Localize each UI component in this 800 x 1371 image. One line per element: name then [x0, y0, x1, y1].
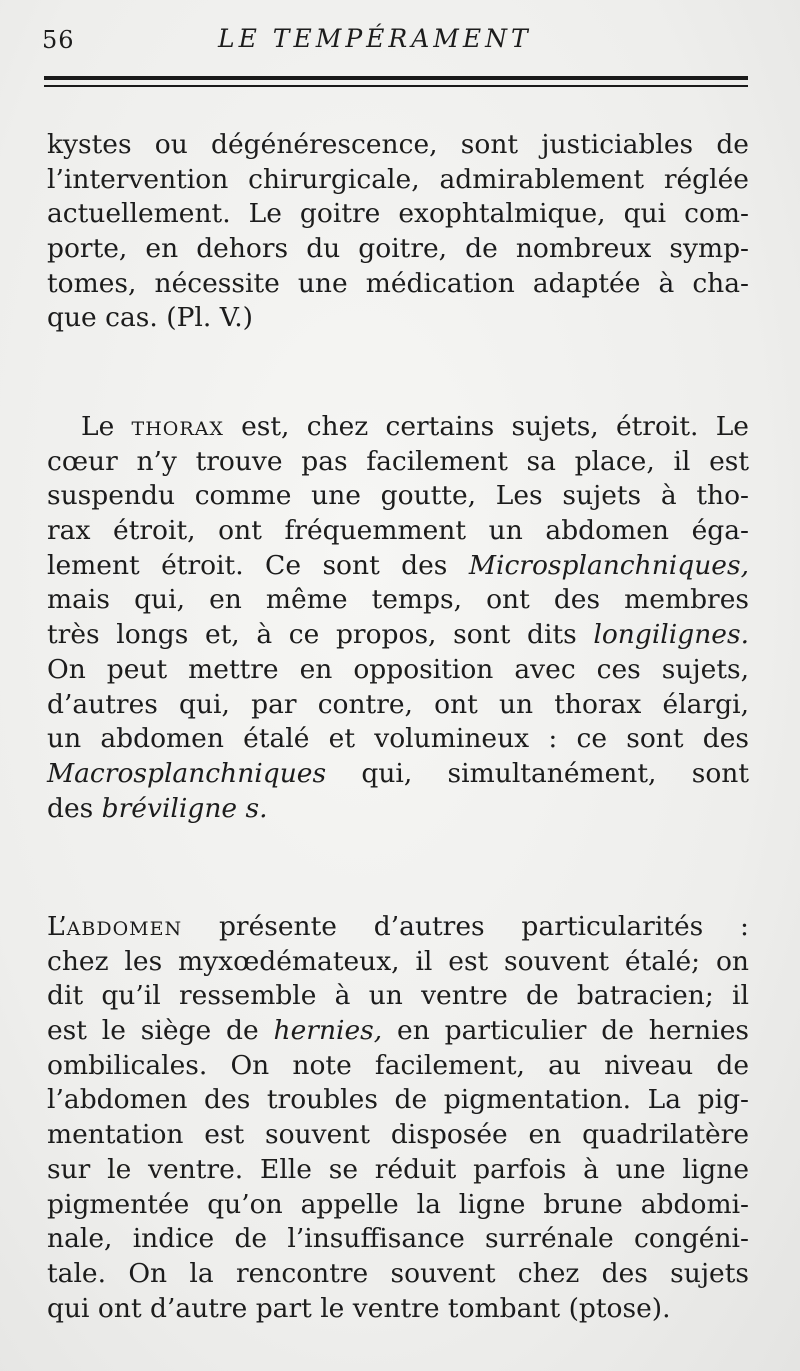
text-segment: en particulier de hernies — [382, 1015, 749, 1047]
text-segment: très longs et, à ce propos, sont dits — [47, 619, 594, 651]
text-segment: l’abdomen des troubles de pigmentation. La pig- — [47, 1084, 749, 1116]
text-line — [47, 163, 749, 198]
text-segment: chez les myxœdémateux, il est souvent étalé; on — [47, 945, 749, 977]
header-rule-thin — [44, 85, 748, 87]
text-line — [47, 910, 749, 945]
header-rule-thick — [44, 76, 748, 80]
text-line — [47, 653, 749, 688]
text-segment: un abdomen étalé et volumineux : ce sont des — [47, 723, 749, 755]
text-line — [47, 410, 749, 445]
text-segment: On peut mettre en opposition avec ces sujets, — [47, 653, 749, 685]
small-caps-term: abdomen — [66, 911, 183, 942]
text-line — [47, 1257, 749, 1292]
text-segment: L’ — [47, 911, 67, 942]
small-caps-term: thorax — [131, 411, 224, 442]
paragraph-abdomen — [47, 910, 749, 1326]
text-segment: qui, simultanément, sont — [326, 757, 749, 789]
text-line — [47, 1083, 749, 1118]
text-segment: que cas. (Pl. V.) — [47, 302, 253, 334]
text-segment: dit qu’il ressemble à un ventre de batracien; il — [47, 980, 749, 1012]
text-line — [47, 1049, 749, 1084]
text-line — [47, 514, 749, 549]
text-segment: l’intervention chirurgicale, admirablement réglée — [47, 163, 749, 195]
text-segment: est, chez certains sujets, étroit. Le — [223, 411, 749, 442]
paragraph-thorax — [47, 410, 749, 826]
text-line — [47, 1292, 749, 1327]
text-line — [47, 792, 749, 827]
italic-term: longilignes. — [593, 619, 749, 651]
text-segment: porte, en dehors du goitre, de nombreux symp- — [47, 233, 749, 265]
text-segment: mais qui, en même temps, ont des membres — [47, 584, 749, 616]
text-line — [47, 1222, 749, 1257]
text-line — [47, 479, 749, 514]
italic-term: hernies, — [273, 1015, 383, 1047]
running-title: LE TEMPÉRAMENT — [218, 24, 532, 53]
text-segment: actuellement. Le goitre exophtalmique, qui com- — [47, 198, 749, 230]
text-segment: mentation est souvent disposée en quadrilatère — [47, 1119, 749, 1151]
text-segment: des — [47, 792, 102, 824]
text-line — [47, 757, 749, 792]
text-line — [47, 618, 749, 653]
italic-term: Microsplanchniques, — [468, 549, 749, 581]
page-number: 56 — [42, 26, 75, 54]
text-segment: tale. On la rencontre souvent chez des sujets — [47, 1257, 749, 1289]
text-line — [47, 1153, 749, 1188]
text-line — [47, 445, 749, 480]
text-line — [47, 267, 749, 302]
text-segment: présente d’autres particularités : — [182, 911, 749, 942]
text-segment: d’autres qui, par contre, ont un thorax élargi, — [47, 688, 749, 720]
text-segment: ombilicales. On note facilement, au niveau de — [47, 1049, 749, 1081]
text-line — [47, 197, 749, 232]
text-line — [47, 549, 749, 584]
text-line — [47, 688, 749, 723]
text-segment: sur le ventre. Elle se réduit parfois à une ligne — [47, 1153, 749, 1185]
text-segment: kystes ou dégénérescence, sont justiciables de — [47, 129, 749, 160]
italic-term: Macrosplanchniques — [47, 757, 327, 789]
text-line — [47, 583, 749, 618]
text-segment: cœur n’y trouve pas facilement sa place, il est — [47, 445, 749, 477]
text-segment: lement étroit. Ce sont des — [47, 549, 469, 581]
text-line — [47, 1188, 749, 1223]
text-line — [47, 232, 749, 267]
text-segment: qui ont d’autre part le ventre tombant (ptose). — [47, 1292, 671, 1324]
italic-term: bréviligne s. — [101, 792, 268, 824]
text-line — [47, 722, 749, 757]
text-line — [47, 1118, 749, 1153]
text-line — [47, 128, 749, 163]
text-segment: tomes, nécessite une médication adaptée à cha- — [47, 267, 749, 299]
text-segment: Le — [81, 411, 132, 442]
paragraph-goitre — [47, 128, 749, 336]
text-line — [47, 979, 749, 1014]
text-segment: suspendu comme une goutte, Les sujets à tho- — [47, 480, 749, 512]
text-segment: nale, indice de l’insuffisance surrénale congéni- — [47, 1223, 749, 1255]
text-line — [47, 301, 749, 336]
text-segment: est le siège de — [47, 1015, 274, 1047]
text-segment: pigmentée qu’on appelle la ligne brune abdomi- — [47, 1188, 749, 1220]
text-segment: rax étroit, ont fréquemment un abdomen éga- — [47, 515, 749, 547]
page-header — [42, 22, 748, 62]
text-line — [47, 1014, 749, 1049]
text-line — [47, 945, 749, 980]
